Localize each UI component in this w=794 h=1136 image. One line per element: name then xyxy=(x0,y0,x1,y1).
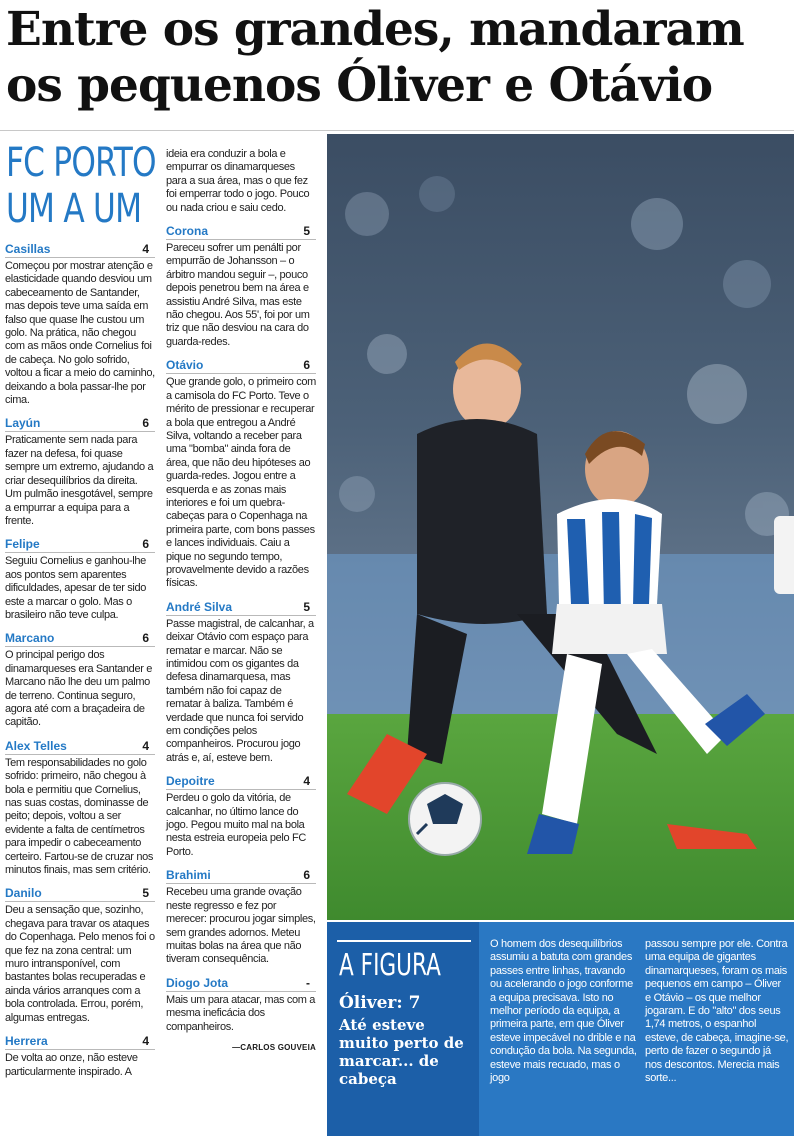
a-figura-panel xyxy=(327,922,479,1136)
player-score: 6 xyxy=(142,416,149,431)
a-figura-text-col-1: O homem dos desequilíbrios assumiu a batuta com grandes passes entre linhas, travando ou acelerando o jogo conforme a equipa precisava. Isto no melhor período da equipa, a primeira parte, em que Óliver esteve impecável no drible e na condução da bola. Na segunda, esteve mais recuado, mas o jogo xyxy=(490,938,637,1085)
player-comment: Deu a sensação que, sozinho, chegava para travar os ataques do Copenhaga. Pelo menos foi o que fez na zona central: um muro intransponível, com bastantes bolas recuperadas e ainda vários arranques com a bola controlada. Errou, porém, algumas entregas. xyxy=(5,904,155,1024)
player-name: Herrera xyxy=(5,1034,48,1049)
player-comment: Seguiu Cornelius e ganhou-lhe aos pontos sem aparentes dificuldades, apesar de ter sido este a marcar o golo. Mas o brasileiro não teve culpa. xyxy=(5,555,147,621)
player-rating xyxy=(5,537,155,622)
a-figura-box xyxy=(327,922,794,1136)
a-figura-text-col-2: passou sempre por ele. Contra uma equipa de gigantes dinamarqueses, foram os mais pequenos em campo – Óliver e Otávio – os que melhor jogaram. E do "alto" dos seus 1,74 metros, o espanhol esteve, de cabeça, imagine-se, perto de fazer o segundo já nos descontos. Merecia mais sorte... xyxy=(645,938,789,1085)
player-rating xyxy=(5,886,155,1025)
player-score: 4 xyxy=(142,1034,149,1049)
player-comment: Recebeu uma grande ovação neste regresso e fez por merecer: procurou jogar simples, sem grandes adornos. Meteu muitas bolas na área que não tiveram consequência. xyxy=(166,886,316,966)
section-title-line-1: FC PORTO xyxy=(6,140,156,186)
player-rating xyxy=(166,358,316,591)
player-name: Diogo Jota xyxy=(166,975,228,990)
player-name: Felipe xyxy=(5,537,40,552)
player-rating xyxy=(166,224,316,349)
player-score: 6 xyxy=(303,358,310,373)
player-name: Alex Telles xyxy=(5,738,67,753)
player-score: 5 xyxy=(142,886,149,901)
player-rating xyxy=(5,242,155,407)
player-rating xyxy=(5,1034,155,1079)
player-score: 6 xyxy=(142,631,149,646)
player-score: 6 xyxy=(303,868,310,883)
player-score: 5 xyxy=(303,224,310,239)
player-score: 4 xyxy=(142,738,149,753)
player-rating xyxy=(5,631,155,729)
player-rating xyxy=(166,774,316,859)
player-rating xyxy=(166,600,316,765)
player-rating xyxy=(166,868,316,966)
headline xyxy=(6,2,792,114)
section-title xyxy=(6,140,156,232)
ratings-column-1 xyxy=(5,242,155,1088)
player-comment: Pareceu sofrer um penálti por empurrão de Johansson – o árbitro mandou seguir –, pouco depois penetrou bem na área e assistiu André Silva, mas este não chegou. Aos 55', foi por um triz que não desviou na cara do guarda-redes. xyxy=(166,242,310,348)
player-rating xyxy=(5,739,155,878)
player-name: Casillas xyxy=(5,242,51,256)
player-name: Layún xyxy=(5,416,41,431)
ratings-column-2 xyxy=(166,148,316,1052)
player-comment: O principal perigo dos dinamarqueses era Santander e Marcano não lhe deu um palmo de terreno. Continua seguro, agora até com a braçadeira de capitão. xyxy=(5,649,153,729)
player-comment: Que grande golo, o primeiro com a camisola do FC Porto. Teve o mérito de pressionar e recuperar a bola que entregou a André Silva, voltando a receber para uma "bomba" ainda fora de área, que não deu hipóteses ao guarda-redes. Jogou entre a esquerda e as zonas mais interiores e foi um quebra-cabeças para o Copenhaga na primeira parte, com bons passes e lances individuais. Caiu a pique no segundo tempo, provavelmente devido a razões físicas. xyxy=(166,376,316,590)
player-score: 6 xyxy=(142,537,149,552)
player-comment: Perdeu o golo da vitória, de calcanhar, no último lance do jogo. Pegou muito mal na bola nesta estreia europeia pelo FC Porto. xyxy=(166,792,306,858)
player-comment: Passe magistral, de calcanhar, a deixar Otávio com espaço para rematar e marcar. Não se intimidou com os gigantes da defesa dinamarquesa, mas também não foi capaz de rematar à baliza. Também é verdade que nunca foi servido em condições pelos companheiros. Procurou jogo atrás e, aí, esteve bem. xyxy=(166,617,314,764)
player-comment: De volta ao onze, não esteve particularmente inspirado. A xyxy=(5,1052,138,1078)
divider xyxy=(0,130,794,131)
player-rating xyxy=(166,976,316,1034)
player-score: 5 xyxy=(303,599,310,614)
section-title-line-2: UM A UM xyxy=(6,186,142,232)
continued-text: ideia era conduzir a bola e empurrar os dinamarqueses para a sua área, mas o que fez foi emperrar todo o jogo. Pouco ou nada criou e saiu cedo. xyxy=(166,148,310,214)
player-name: Depoitre xyxy=(166,774,215,789)
match-photo-illustration xyxy=(327,134,794,920)
byline: —CARLOS GOUVEIA xyxy=(232,1042,316,1052)
player-score: 4 xyxy=(303,774,310,789)
page-tab xyxy=(774,516,794,594)
a-figura-summary: Até esteve muito perto de marcar... de cabeça xyxy=(339,1016,464,1088)
player-comment: Começou por mostrar atenção e elasticidade quando desviou um cabeceamento de Santander, mas depois teve uma saída em falso que quase lhe custou um golo. Na prática, não chegou com as mãos onde Cornelius foi de cabeça. No golo sofrido, voltou a ficar a meio do caminho, deixando a bola passar-lhe por cima. xyxy=(5,260,155,407)
player-name: Corona xyxy=(166,224,208,239)
headline-line-2: os pequenos Óliver e Otávio xyxy=(6,58,713,113)
player-name: Danilo xyxy=(5,886,42,901)
a-figura-rule xyxy=(337,940,471,942)
player-score: - xyxy=(306,975,310,990)
match-photo xyxy=(327,134,794,920)
a-figura-player: Óliver: 7 xyxy=(339,993,421,1013)
player-comment: Praticamente sem nada para fazer na defesa, foi quase sempre um extremo, ajudando a criar desequilíbrios da direita. Um pulmão inesgotável, sempre a empurrar a equipa para a frente. xyxy=(5,434,154,527)
player-name: André Silva xyxy=(166,599,233,614)
player-score: 4 xyxy=(142,242,149,256)
player-rating xyxy=(5,416,155,528)
football xyxy=(409,783,481,855)
headline-line-1: Entre os grandes, mandaram xyxy=(6,2,744,57)
a-figura-label: A FIGURA xyxy=(339,948,441,983)
player-comment: Tem responsabilidades no golo sofrido: primeiro, não chegou à bola e permitiu que Cornelius, nas suas costas, dominasse de peito; depois, voltou a ser evidente a falta de centímetros para impedir o cabeceamento certeiro. Fartou-se de cruzar nos minutos finais, mas sem critério. xyxy=(5,756,154,877)
player-name: Otávio xyxy=(166,358,204,373)
player-name: Brahimi xyxy=(166,868,211,883)
player-comment: Mais um para atacar, mas com a mesma ineficácia dos companheiros. xyxy=(166,993,316,1033)
player-name: Marcano xyxy=(5,631,55,646)
